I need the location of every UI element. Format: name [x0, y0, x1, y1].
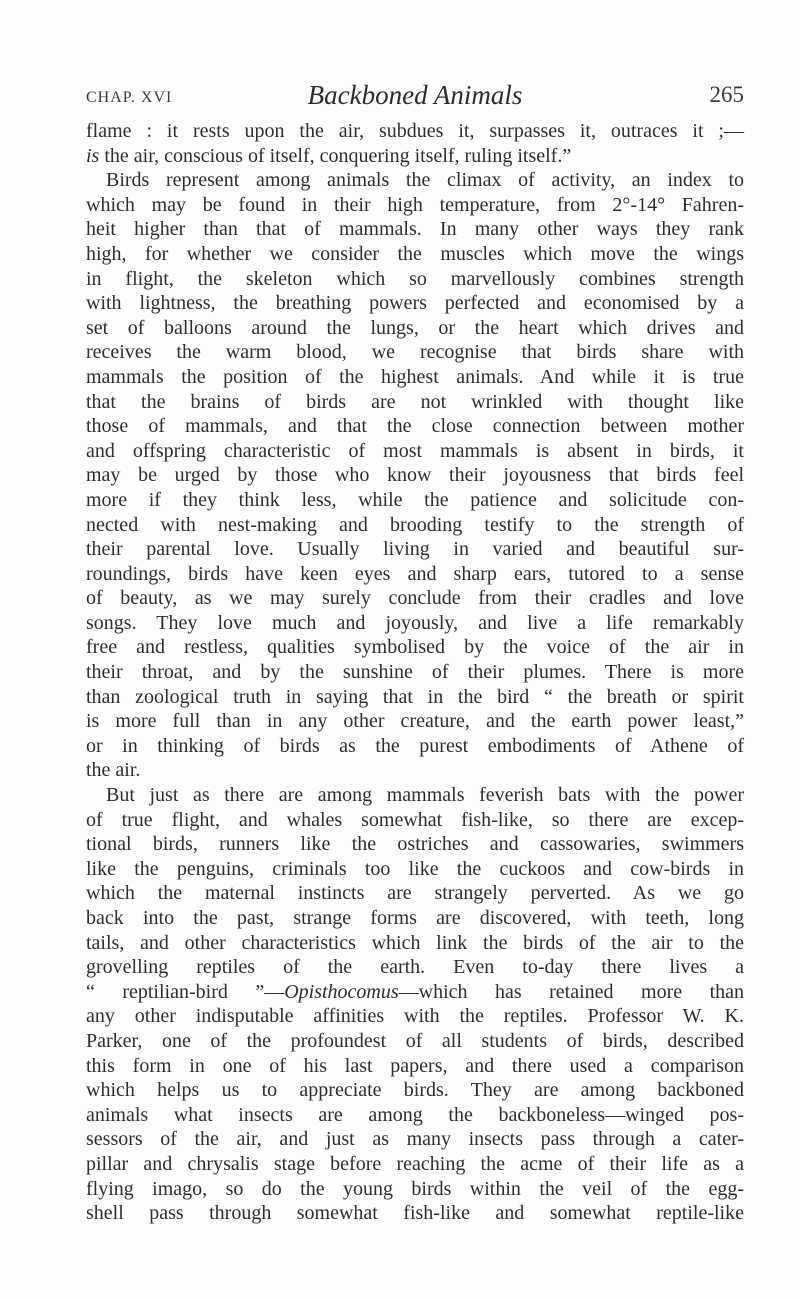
- text-line: [86, 931, 744, 956]
- text-line: [86, 1078, 744, 1103]
- text-line: [86, 513, 744, 538]
- line-text: tional birds, runners like the ostriches and cassowaries, swimmers: [86, 833, 744, 856]
- line-text: and offspring characteristic of most mammals is absent in birds, it: [86, 439, 744, 462]
- page-title: Backboned Animals: [307, 80, 523, 110]
- text-line: [86, 488, 744, 513]
- line-text: which may be found in their high temperature, from 2°-14° Fahren-: [86, 193, 744, 216]
- line-text: nected with nest-making and brooding testify to the strength of: [86, 513, 744, 536]
- text-line: [86, 439, 744, 464]
- line-text: roundings, birds have keen eyes and sharp ears, tutored to a sense: [86, 562, 744, 585]
- text-line: [86, 365, 744, 390]
- text-line: [86, 119, 744, 144]
- text-line: [86, 144, 744, 169]
- line-text: high, for whether we consider the muscles which move the wings: [86, 242, 744, 265]
- line-text: of beauty, as we may surely conclude from their cradles and love: [86, 587, 744, 610]
- line-text: that the brains of birds are not wrinkled with thought like: [86, 390, 744, 413]
- text-line: [86, 414, 744, 439]
- text-line: [86, 1201, 744, 1226]
- text-line: [86, 1029, 744, 1054]
- line-text: mammals the position of the highest animals. And while it is true: [86, 365, 744, 388]
- line-text: than zoological truth in saying that in the bird “ the breath or spirit: [86, 685, 744, 708]
- line-text: pillar and chrysalis stage before reaching the acme of their life as a: [86, 1152, 744, 1175]
- text-line: [86, 1177, 744, 1202]
- line-text: this form in one of his last papers, and there used a comparison: [86, 1054, 744, 1077]
- text-line: [86, 1054, 744, 1079]
- italic-text: is: [86, 144, 100, 167]
- body-text: [86, 119, 744, 1226]
- paragraph: [86, 168, 744, 783]
- text-line: [86, 955, 744, 980]
- text-line: [86, 808, 744, 833]
- line-text: any other indisputable affinities with the reptiles. Professor W. K.: [86, 1005, 744, 1028]
- line-text: Birds represent among animals the climax of activity, an index to: [106, 169, 744, 192]
- chapter-label: CHAP. XVI: [86, 89, 173, 106]
- line-text: their throat, and by the sunshine of their plumes. There is more: [86, 661, 744, 684]
- line-text: But just as there are among mammals feverish bats with the power: [106, 784, 744, 807]
- line-text: with lightness, the breathing powers perfected and economised by a: [86, 292, 744, 315]
- text-line: [86, 316, 744, 341]
- line-text: free and restless, qualities symbolised by the voice of the air in: [86, 636, 744, 659]
- text-line: [86, 1004, 744, 1029]
- line-text: the air.: [86, 759, 141, 782]
- text-line: [86, 193, 744, 218]
- text-line: [86, 611, 744, 636]
- line-text: heit higher than that of mammals. In many other ways they rank: [86, 218, 744, 241]
- text-line: [86, 390, 744, 415]
- text-line: [86, 562, 744, 587]
- line-text: more if they think less, while the patience and solicitude con-: [86, 488, 744, 511]
- text-line: [86, 635, 744, 660]
- text-line: [86, 906, 744, 931]
- line-text: set of balloons around the lungs, or the heart which drives and: [86, 316, 744, 339]
- line-text: like the penguins, criminals too like the cuckoos and cow-birds in: [86, 857, 744, 880]
- paragraph: [86, 783, 744, 1226]
- line-text: tails, and other characteristics which link the birds of the air to the: [86, 931, 744, 954]
- text-line: [86, 709, 744, 734]
- page-number: 265: [709, 82, 744, 107]
- text-line: [86, 586, 744, 611]
- line-text: of true flight, and whales somewhat fish-like, so there are excep-: [86, 808, 744, 831]
- line-text: is more full than in any other creature, and the earth power least,”: [86, 710, 744, 733]
- text-line: [86, 168, 744, 193]
- text-line: [86, 980, 744, 1005]
- text-line: [86, 685, 744, 710]
- text-line: [86, 758, 744, 783]
- text-line: [86, 881, 744, 906]
- text-line: [86, 340, 744, 365]
- paragraph: [86, 119, 744, 168]
- text-line: [86, 1103, 744, 1128]
- line-text: —which has retained more than: [398, 980, 745, 1003]
- line-text: which the maternal instincts are strangely perverted. As we go: [86, 882, 744, 905]
- text-line: [86, 463, 744, 488]
- text-line: [86, 857, 744, 882]
- text-line: [86, 660, 744, 685]
- line-text: receives the warm blood, we recognise that birds share with: [86, 341, 744, 364]
- running-head: [86, 80, 744, 116]
- line-text: may be urged by those who know their joyousness that birds feel: [86, 464, 744, 487]
- text-line: [86, 537, 744, 562]
- line-text: sessors of the air, and just as many insects pass through a cater-: [86, 1128, 744, 1151]
- line-text: Parker, one of the profoundest of all students of birds, described: [86, 1029, 744, 1052]
- text-line: [86, 1127, 744, 1152]
- line-text: in flight, the skeleton which so marvellously combines strength: [86, 267, 744, 290]
- line-text: flying imago, so do the young birds within the veil of the egg-: [86, 1177, 744, 1200]
- line-text: those of mammals, and that the close connection between mother: [86, 415, 744, 438]
- text-line: [86, 734, 744, 759]
- line-text: back into the past, strange forms are discovered, with teeth, long: [86, 907, 744, 929]
- line-text: animals what insects are among the backboneless—winged pos-: [86, 1103, 744, 1126]
- line-text: the air, conscious of itself, conquering itself, ruling itself.”: [99, 144, 572, 167]
- line-text: shell pass through somewhat fish-like and somewhat reptile-like: [86, 1202, 744, 1225]
- text-line: [86, 242, 744, 267]
- line-text: “ reptilian-bird ”—: [86, 980, 285, 1003]
- line-text: flame : it rests upon the air, subdues it, surpasses it, outraces it ;—: [86, 120, 744, 142]
- text-line: [86, 832, 744, 857]
- text-line: [86, 783, 744, 808]
- text-line: [86, 267, 744, 292]
- text-line: [86, 291, 744, 316]
- text-line: [86, 217, 744, 242]
- line-text: or in thinking of birds as the purest embodiments of Athene of: [86, 734, 744, 757]
- line-text: grovelling reptiles of the earth. Even to-day there lives a: [86, 956, 744, 979]
- line-text: which helps us to appreciate birds. They are among backboned: [86, 1079, 744, 1102]
- line-text: their parental love. Usually living in varied and beautiful sur-: [86, 538, 744, 561]
- text-line: [86, 1152, 744, 1177]
- line-text: songs. They love much and joyously, and live a life remarkably: [86, 611, 744, 634]
- italic-text: Opisthocomus: [284, 980, 399, 1003]
